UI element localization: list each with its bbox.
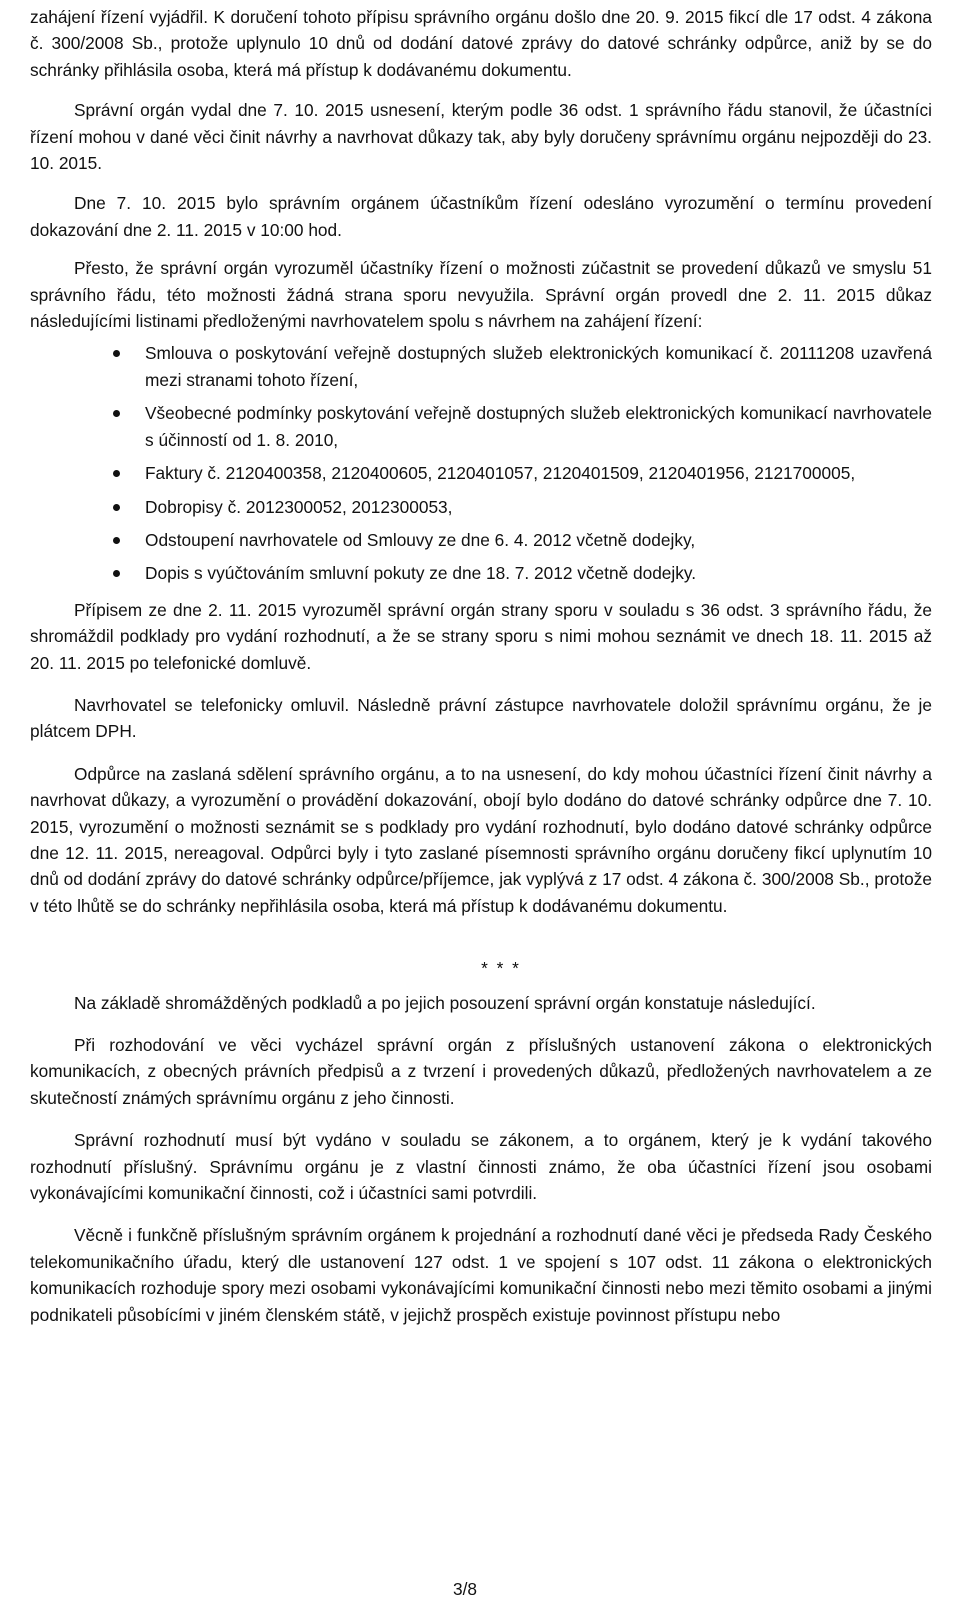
- paragraph-resolution: Správní orgán vydal dne 7. 10. 2015 usnesení, kterým podle 36 odst. 1 správního řádu stanovil, že účastníci řízení mohou v dané věci činit návrhy a navrhovat důkazy tak, aby byly doručeny správnímu orgánu nejpozději do 23. 10. 2015.: [30, 100, 932, 174]
- bullet-icon: [113, 504, 120, 511]
- bullet-icon: [113, 410, 120, 417]
- paragraph-hearing: Přípisem ze dne 2. 11. 2015 vyrozuměl správní orgán strany sporu v souladu s 36 odst. 3 správního řádu, že shromáždil podklady pro vydání rozhodnutí, a že se strany sporu s nimi mohou seznámit ve dnech 18. 11. 2015 až 20. 11. 2015 po telefonické domluvě.: [30, 599, 932, 673]
- bullet-icon: [113, 537, 120, 544]
- paragraph-competence: Správní rozhodnutí musí být vydáno v souladu se zákonem, a to orgánem, který je k vydání takového rozhodnutí příslušný. Správnímu orgánu je z vlastní činnosti známo, že oba účastníci řízení jsou osobami vykonávajícími komunikační činnosti, což i účastníci sami potvrdili.: [30, 1130, 932, 1204]
- list-item: [30, 560, 932, 586]
- paragraph-continuation: zahájení řízení vyjádřil. K doručení tohoto přípisu správního orgánu došlo dne 20. 9. 2015 fikcí dle 17 odst. 4 zákona č. 300/2008 Sb., protože uplynulo 10 dnů od dodání datové zprávy do datové schránky odpůrce, aniž by se do schránky přihlásila osoba, která má přístup k dodávanému dokumentu.: [30, 7, 932, 80]
- list-item: [30, 494, 932, 520]
- paragraph-evidence: Přesto, že správní orgán vyrozuměl účastníky řízení o možnosti zúčastnit se provedení důkazů ve smyslu 51 správního řádu, této možnosti žádná strana sporu nevyužila. Správní orgán provedl dne 2. 11. 2015 důkaz následujícími listinami předloženými navrhovatelem spolu s návrhem na zahájení řízení:: [30, 258, 932, 332]
- list-item: [30, 400, 932, 453]
- page-number: 3/8: [452, 1579, 478, 1599]
- paragraph-legal-basis: Při rozhodování ve věci vycházel správní orgán z příslušných ustanovení zákona o elektronických komunikacích, z obecných právních předpisů a z tvrzení i provedených důkazů, předložených navrhovatelem a ze skutečností známých správnímu orgánu z jeho činnosti.: [30, 1035, 932, 1108]
- document-body: [30, 4, 932, 1328]
- list-item: [30, 340, 932, 393]
- paragraph-jurisdiction: Věcně i funkčně příslušným správním orgánem k projednání a rozhodnutí dané věci je předseda Rady Českého telekomunikačního úřadu, který dle ustanovení 127 odst. 1 ve spojení s 107 odst. 11 zákona o elektronických komunikacích rozhoduje spory mezi osobami vykonávajícími komunikační činnosti nebo mezi těmito osobami a jinými podnikateli působícími v jiném členském státě, v jejichž prospěch existuje povinnost přístupu nebo: [30, 1225, 932, 1325]
- bullet-icon: [113, 350, 120, 357]
- list-item-text: Odstoupení navrhovatele od Smlouvy ze dne 6. 4. 2012 včetně dodejky,: [145, 529, 696, 550]
- list-item-text: Všeobecné podmínky poskytování veřejně dostupných služeb elektronických komunikací navrhovatele s účinností od 1. 8. 2010,: [145, 403, 932, 450]
- list-item: [30, 527, 932, 553]
- paragraph-respondent: Odpůrce na zaslaná sdělení správního orgánu, a to na usnesení, do kdy mohou účastníci řízení činit návrhy a navrhovat důkazy, a vyrozumění o provádění dokazování, obojí bylo dodáno do datové schránky odpůrce dne 7. 10. 2015, vyrozumění o možnosti seznámit se s podklady pro vydání rozhodnutí, bylo dodáno datové schránky odpůrce dne 12. 11. 2015, nereagoval. Odpůrci byly i tyto zaslané písemnosti správního orgánu doručeny fikcí uplynutím 10 dnů od dodání zprávy do datové schránky odpůrce/příjemce, jak vyplývá z 17 odst. 4 zákona č. 300/2008 Sb., protože v této lhůtě se do schránky nepřihlásila osoba, která má přístup k dodávanému dokumentu.: [30, 763, 932, 916]
- list-item-text: Dobropisy č. 2012300052, 2012300053,: [145, 496, 453, 517]
- paragraph-notification: Dne 7. 10. 2015 bylo správním orgánem účastníkům řízení odesláno vyrozumění o termínu provedení dokazování dne 2. 11. 2015 v 10:00 hod.: [30, 193, 932, 240]
- list-item-text: Smlouva o poskytování veřejně dostupných služeb elektronických komunikací č. 20111208 uzavřená mezi stranami tohoto řízení,: [145, 343, 932, 390]
- list-item-text: Faktury č. 2120400358, 2120400605, 2120401057, 2120401509, 2120401956, 2121700005,: [145, 463, 856, 484]
- list-item: [30, 460, 932, 486]
- list-item-text: Dopis s vyúčtováním smluvní pokuty ze dne 18. 7. 2012 včetně dodejky.: [145, 563, 697, 584]
- paragraph-apology: Navrhovatel se telefonicky omluvil. Následně právní zástupce navrhovatele doložil správnímu orgánu, že je plátcem DPH.: [30, 694, 932, 742]
- bullet-icon: [113, 470, 120, 477]
- section-separator: * * *: [481, 958, 521, 979]
- paragraph-conclusion-intro: Na základě shromážděných podkladů a po jejich posouzení správní orgán konstatuje následující.: [74, 992, 816, 1013]
- evidence-list: [30, 340, 932, 586]
- bullet-icon: [113, 570, 120, 577]
